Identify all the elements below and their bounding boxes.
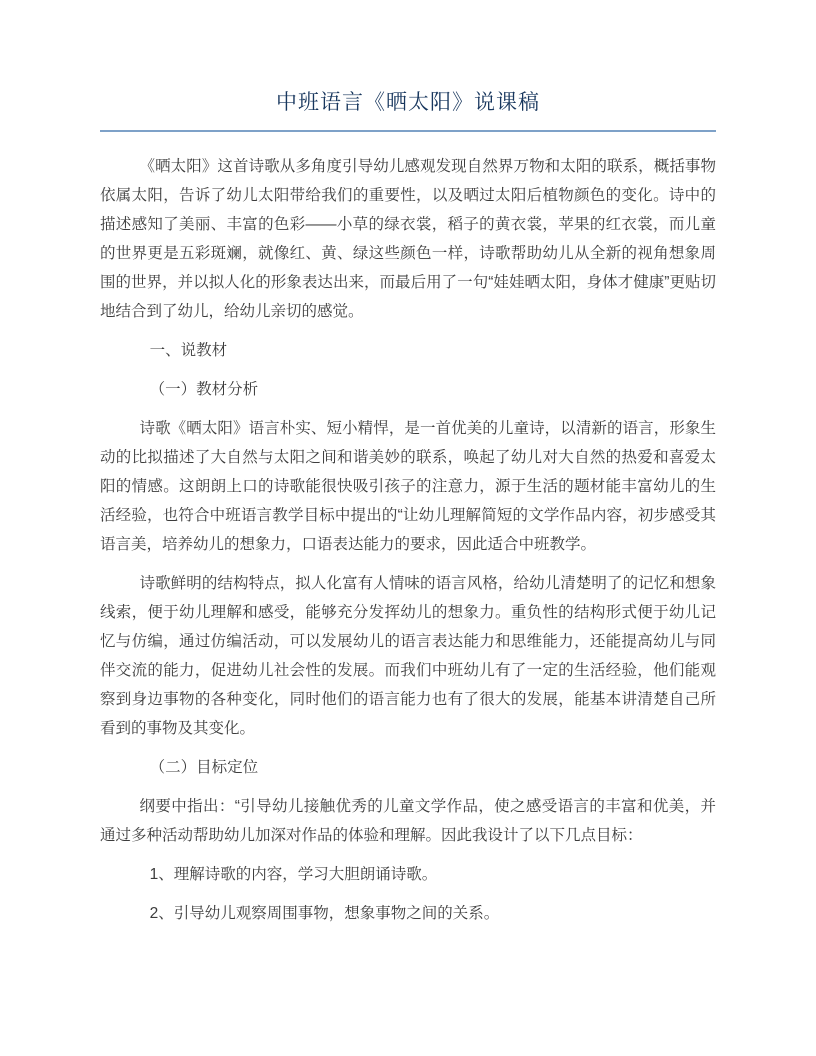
material-analysis-paragraph-2: 诗歌鲜明的结构特点，拟人化富有人情味的语言风格，给幼儿清楚明了的记忆和想象线索，便于幼儿理解和感受，能够充分发挥幼儿的想象力。重负性的结构形式便于幼儿记忆与仿编，通过仿编活动，可以发展幼儿的语言表达能力和思维能力，还能提高幼儿与同伴交流的能力，促进幼儿社会性的发展。而我们中班幼儿有了一定的生活经验，他们能观察到身边事物的各种变化，同时他们的语言能力也有了很大的发展，能基本讲清楚自己所看到的事物及其变化。 [100,575,716,737]
intro-paragraph: 《晒太阳》这首诗歌从多角度引导幼儿感观发现自然界万物和太阳的联系，概括事物依属太阳，告诉了幼儿太阳带给我们的重要性，以及晒过太阳后植物颜色的变化。诗中的描述感知了美丽、丰富的色彩——小草的绿衣裳，稻子的黄衣裳，苹果的红衣裳，而儿童的世界更是五彩斑斓，就像红、黄、绿这些颜色一样，诗歌帮助幼儿从全新的视角想象周围的世界，并以拟人化的形象表达出来，而最后用了一句“娃娃晒太阳，身体才健康”更贴切地结合到了幼儿，给幼儿亲切的感觉。 [100,158,716,320]
title-block [100,88,716,132]
document-title: 中班语言《晒太阳》说课稿 [276,91,540,114]
goal-item-1: 1、理解诗歌的内容，学习大胆朗诵诗歌。 [149,866,438,883]
goal-intro-paragraph: 纲要中指出：“引导幼儿接触优秀的儿童文学作品，使之感受语言的丰富和优美，并通过多种活动帮助幼儿加深对作品的体验和理解。因此我设计了以下几点目标： [100,798,716,844]
subsection-heading-material-analysis: （一）教材分析 [149,381,259,398]
section-heading-teaching-material: 一、说教材 [149,342,228,359]
material-analysis-paragraph-1: 诗歌《晒太阳》语言朴实、短小精悍，是一首优美的儿童诗，以清新的语言，形象生动的比拟描述了大自然与太阳之间和谐美妙的联系，唤起了幼儿对大自然的热爱和喜爱太阳的情感。这朗朗上口的诗歌能很快吸引孩子的注意力，源于生活的题材能丰富幼儿的生活经验，也符合中班语言教学目标中提出的“让幼儿理解简短的文学作品内容，初步感受其语言美，培养幼儿的想象力，口语表达能力的要求，因此适合中班教学。 [100,420,716,553]
goal-item-2: 2、引导幼儿观察周围事物，想象事物之间的关系。 [149,905,500,922]
subsection-heading-goal-positioning: （二）目标定位 [149,759,259,776]
